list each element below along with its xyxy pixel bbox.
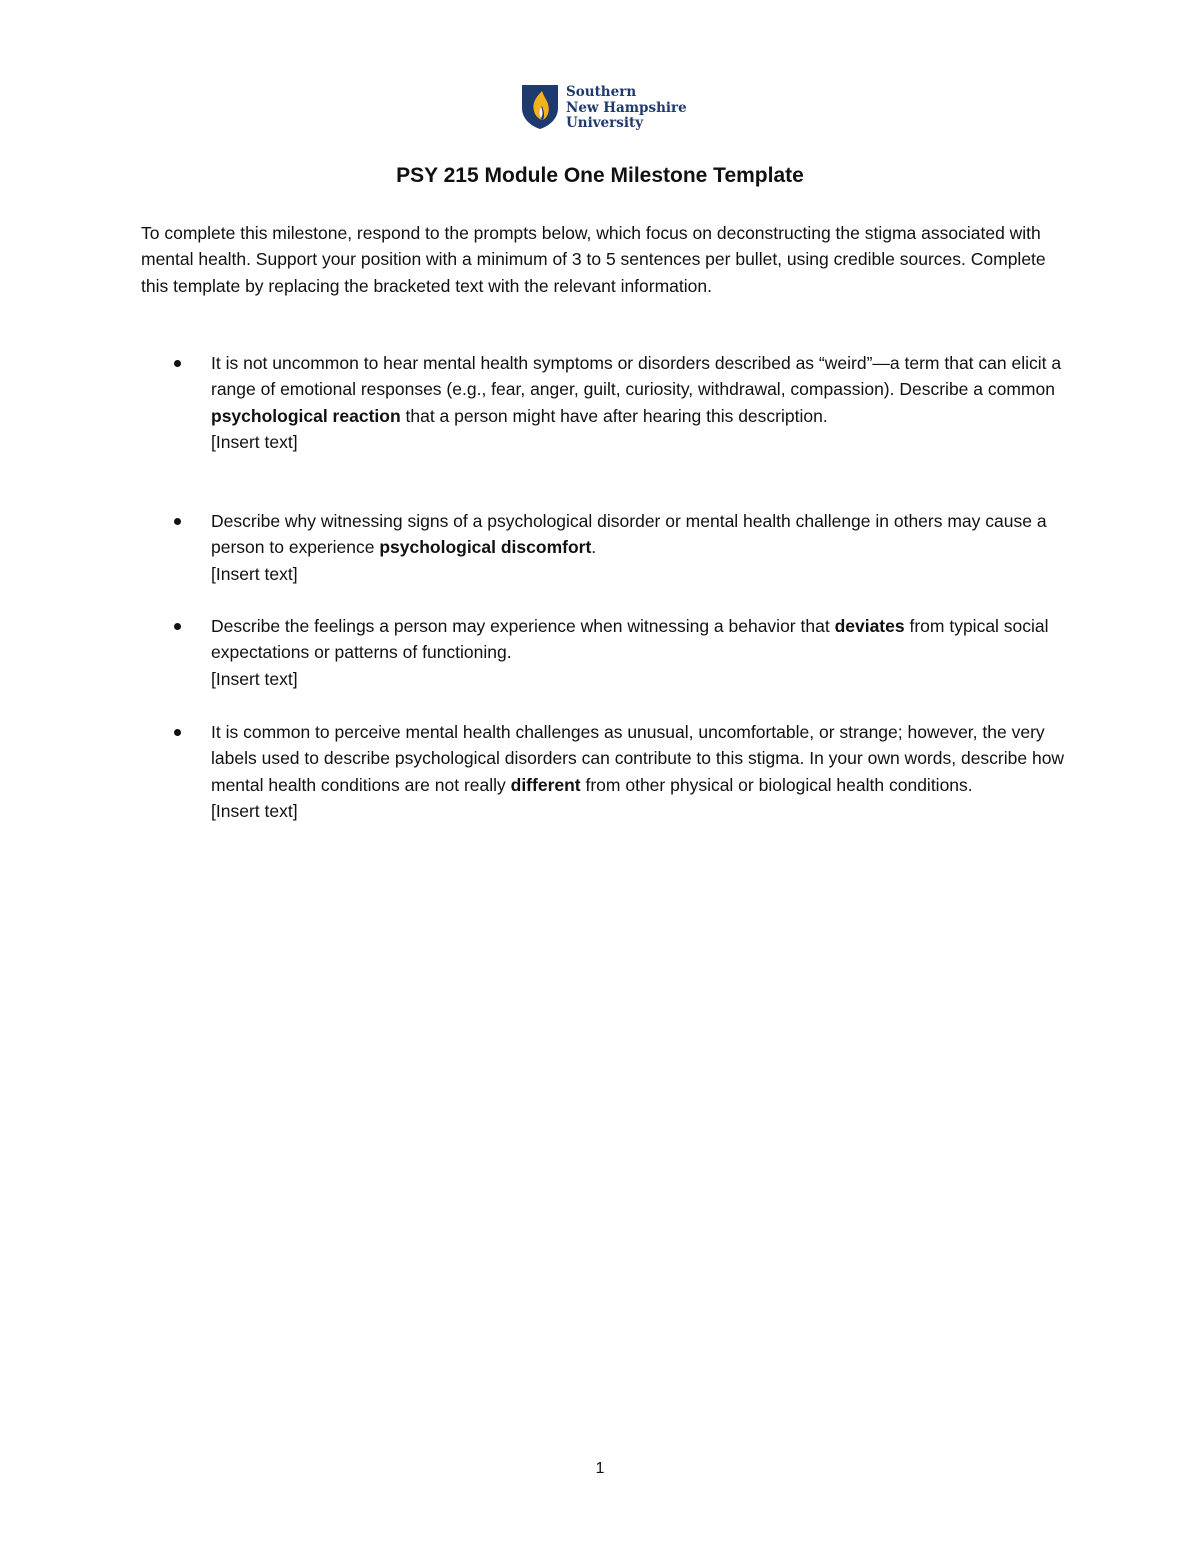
insert-text-placeholder-2[interactable]: [Insert text] [211, 563, 298, 584]
prompt-4-text: It is common to perceive mental health challenges as unusual, uncomfortable, or strange; however, the very labels used to describe psychological disorders can contribute to this stigma. In your own words, describe how mental health conditions are not really [211, 722, 1065, 795]
prompt-2-keyword: psychological discomfort [379, 537, 592, 558]
bullet-dot [174, 518, 181, 525]
prompt-3-text: Describe the feelings a person may experience when witnessing a behavior that [211, 616, 835, 636]
prompt-1-text-end: that a person might have after hearing this description. [400, 405, 828, 426]
logo-line-3: University [566, 115, 644, 131]
logo-wordmark [566, 85, 687, 132]
prompt-2-text-end: . [591, 537, 597, 558]
prompt-1-keyword: psychological reaction [211, 405, 401, 426]
prompt-item-3 [211, 613, 1071, 692]
shield-flame-icon [521, 84, 559, 130]
bullet-dot [174, 360, 181, 367]
prompt-4-text-end: from other physical or biological health conditions. [580, 774, 973, 795]
prompt-item-4 [211, 719, 1071, 824]
prompt-2-text: Describe why witnessing signs of a psychological disorder or mental health challenge in others may cause a person to experience [211, 511, 1047, 558]
logo-line-2: New Hampshire [566, 99, 687, 116]
insert-text-placeholder-4[interactable]: [Insert text] [211, 800, 298, 821]
prompt-1-text: It is not uncommon to hear mental health symptoms or disorders described as “weird”—a term that can elicit a range of emotional responses (e.g., fear, anger, guilt, curiosity, withdrawal, compassion). Describe a common [211, 353, 1062, 400]
bullet-dot [174, 623, 181, 630]
insert-text-placeholder-3[interactable]: [Insert text] [211, 668, 298, 689]
prompt-4-keyword: different [510, 774, 581, 795]
insert-text-placeholder-1[interactable]: [Insert text] [211, 431, 298, 452]
prompt-3-text-end: from typical social expectations or patterns of functioning. [211, 616, 1049, 663]
page-number: 1 [595, 1460, 605, 1477]
logo-line-1: Southern [566, 84, 637, 100]
document-title: PSY 215 Module One Milestone Template [396, 164, 804, 187]
university-logo [521, 84, 687, 132]
prompt-3-keyword: deviates [834, 616, 905, 636]
intro-paragraph: To complete this milestone, respond to the prompts below, which focus on deconstructing the stigma associated with mental health. Support your position with a minimum of 3 to 5 sentences per bullet, using credible sources. Complete this template by replacing the bracketed text with the relevant information. [141, 223, 1046, 296]
prompt-item-2 [211, 508, 1071, 587]
bullet-dot [174, 729, 181, 736]
prompt-item-1 [211, 350, 1071, 455]
